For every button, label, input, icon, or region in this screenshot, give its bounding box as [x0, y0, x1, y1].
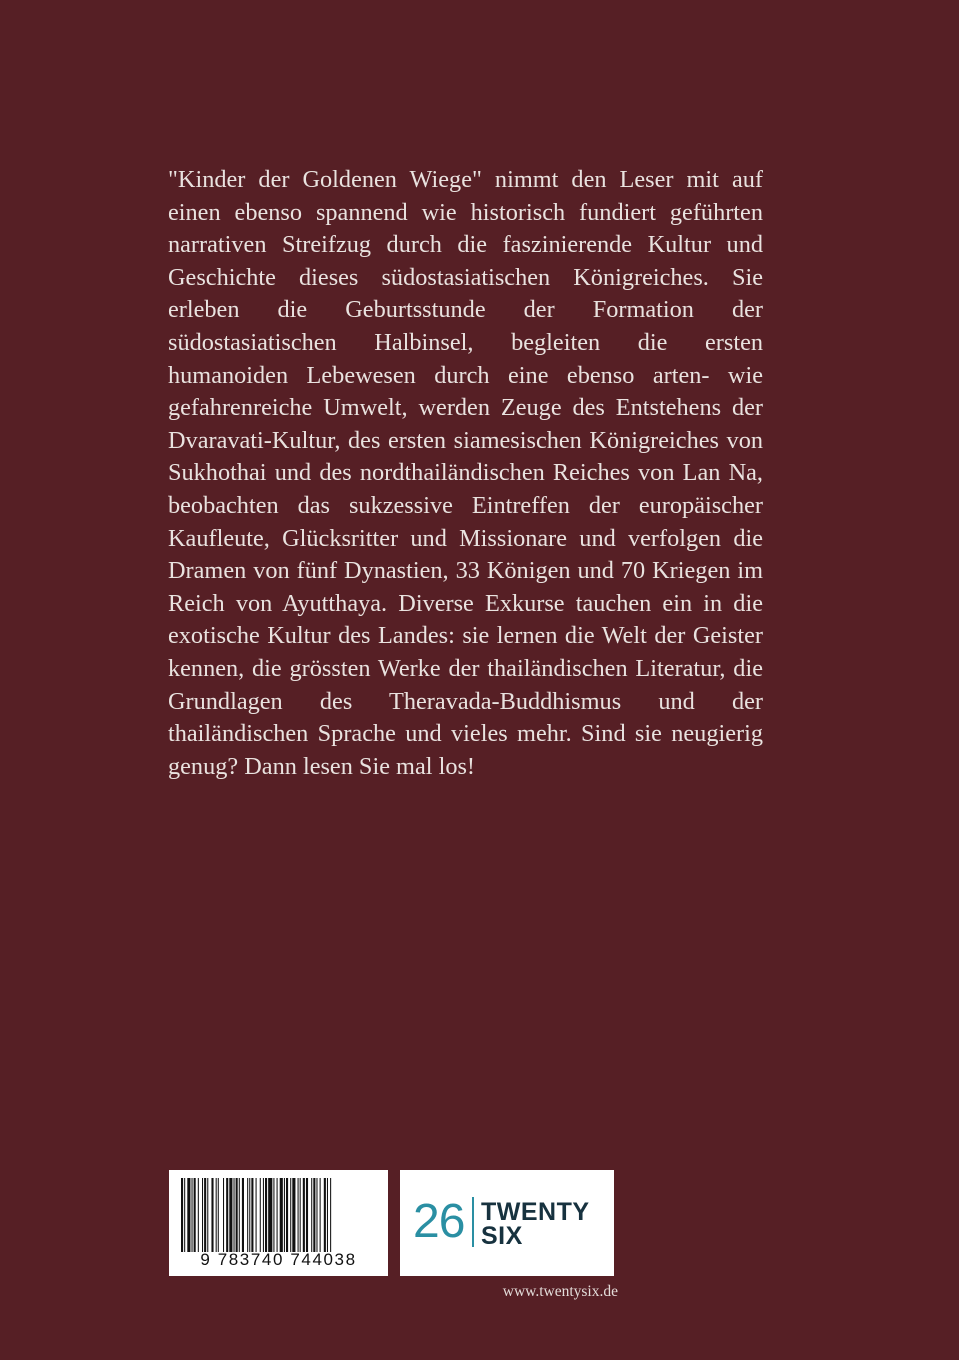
barcode-bar	[277, 1178, 278, 1252]
barcode-bar	[216, 1178, 217, 1252]
barcode-bar	[311, 1178, 312, 1252]
barcode-bar	[327, 1178, 328, 1252]
barcode-bar	[211, 1178, 213, 1252]
barcode-bar	[181, 1178, 183, 1252]
logo-divider	[472, 1197, 474, 1247]
isbn-barcode	[169, 1170, 388, 1276]
barcode-bar	[187, 1178, 190, 1252]
barcode-bar	[260, 1178, 261, 1252]
barcode-bar	[247, 1178, 248, 1252]
barcode-bar	[298, 1178, 299, 1252]
barcode-bar	[268, 1178, 272, 1252]
barcode-bar	[207, 1178, 208, 1252]
barcode-bar	[280, 1178, 283, 1252]
barcode-bar	[223, 1178, 224, 1252]
barcode-bar	[324, 1178, 326, 1252]
barcode-bar	[204, 1178, 206, 1252]
barcode-bar	[239, 1178, 240, 1252]
barcode-bar	[242, 1178, 244, 1252]
barcode-bar	[234, 1178, 235, 1252]
barcode-bar	[265, 1178, 267, 1252]
barcode-bar	[273, 1178, 274, 1252]
barcode-bar	[290, 1178, 291, 1252]
barcode-bar	[256, 1178, 257, 1252]
logo-word-six: SIX	[481, 1222, 523, 1250]
barcode-bar	[300, 1178, 301, 1252]
barcode-bar	[236, 1178, 238, 1252]
barcode-bar	[251, 1178, 253, 1252]
barcode-bar	[306, 1178, 308, 1252]
barcode-bar	[218, 1178, 219, 1252]
barcode-bar	[184, 1178, 185, 1252]
barcode-bar	[192, 1178, 193, 1252]
barcode-bar	[292, 1178, 295, 1252]
publisher-website: www.twentysix.de	[502, 1283, 618, 1300]
barcode-bar	[198, 1178, 199, 1252]
barcode-bar	[284, 1178, 285, 1252]
publisher-logo	[400, 1170, 614, 1276]
barcode-bar	[194, 1178, 196, 1252]
barcode-bar	[320, 1178, 321, 1252]
barcode-bar	[313, 1178, 315, 1252]
barcode-bar	[226, 1178, 228, 1252]
barcode-bar	[249, 1178, 250, 1252]
barcode-bar	[286, 1178, 288, 1252]
barcode-bar	[229, 1178, 232, 1252]
logo-word-twenty: TWENTY	[481, 1198, 590, 1226]
isbn-number: 9 783740 744038	[200, 1250, 357, 1269]
blurb-text: "Kinder der Goldenen Wiege" nimmt den Leser mit auf einen ebenso spannend wie historisch fundiert geführten narrativen Streifzug durch die faszinierende Kultur und Geschichte dieses südostasiatischen Königreiches. Sie erleben die Geburtsstunde der Formation der südostasiatischen Halbinsel, begleiten die ersten humanoiden Lebewesen durch eine ebenso arten- wie gefahrenreiche Umwelt, werden Zeuge des Entstehens der Dvaravati-Kultur, des ersten siamesischen Königreiches von Sukhothai und des nordthailändischen Reiches von Lan Na, beobachten das sukzessive Eintreffen der europäischer Kaufleute, Glücksritter und Missionare und verfolgen die Dramen von fünf Dynastien, 33 Königen und 70 Kriegen im Reich von Ayutthaya. Diverse Exkurse tauchen ein in die exotische Kultur des Landes: sie lernen die Welt der Geister kennen, die grössten Werke der thailändischen Literatur, die Grundlagen des Theravada-Buddhismus und der thailändischen Sprache und vieles mehr. Sind sie neugierig genug? Dann lesen Sie mal los!	[168, 166, 763, 780]
barcode-bar	[263, 1178, 264, 1252]
barcode-bar	[316, 1178, 317, 1252]
barcode-bar	[202, 1178, 203, 1252]
barcode-bars	[177, 1178, 380, 1252]
barcode-bar	[330, 1178, 331, 1252]
logo-number: 26	[413, 1195, 465, 1248]
barcode-bar	[303, 1178, 305, 1252]
